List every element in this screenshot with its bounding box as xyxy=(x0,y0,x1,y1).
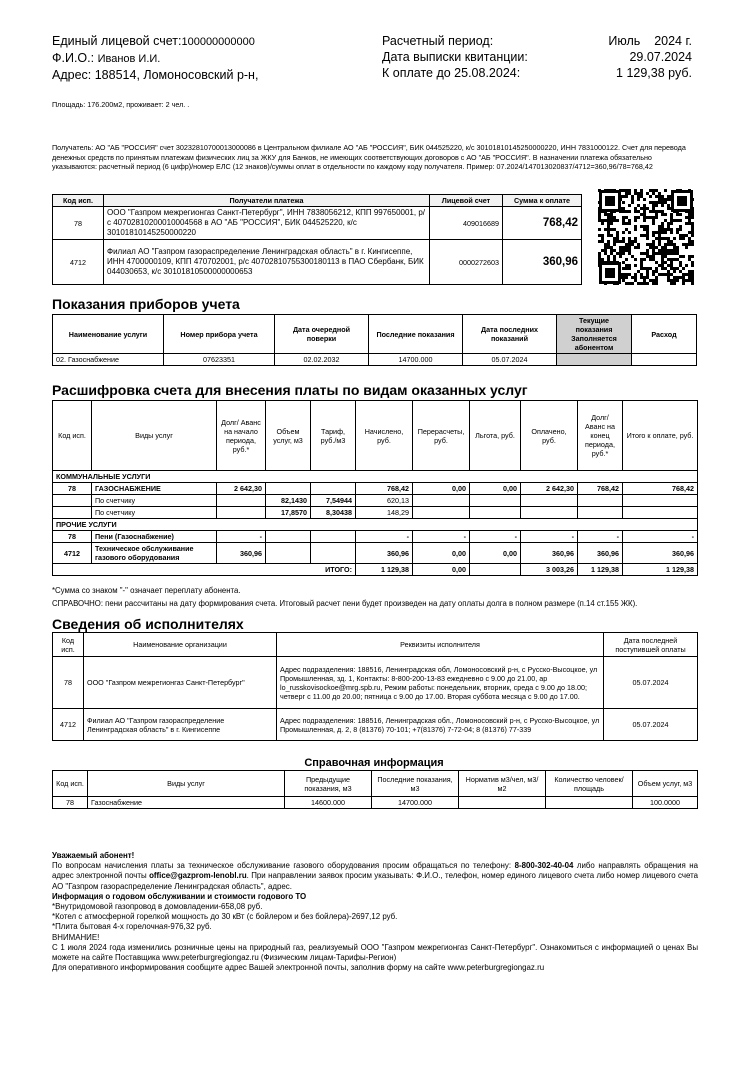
table-row xyxy=(53,483,698,495)
cell: 4712 xyxy=(53,709,84,741)
cell: 768,42 xyxy=(356,483,413,495)
qr-code-icon xyxy=(597,188,695,286)
cell xyxy=(266,531,311,543)
cell: Газоснабжение xyxy=(88,797,285,809)
th-prev: Предыдущие показания, м3 xyxy=(285,771,372,797)
account-value: 100000000000 xyxy=(181,36,255,48)
table-row xyxy=(53,240,582,285)
cell xyxy=(470,495,521,507)
meter-current-input[interactable] xyxy=(557,354,632,366)
cell: 8,30438 xyxy=(311,507,356,519)
cell: Техническое обслуживание газового оборудования xyxy=(92,543,217,564)
support-phone: 8-800-302-40-04 xyxy=(514,861,574,871)
issue-label: Дата выписки квитанции: xyxy=(382,50,528,64)
note-sign: *Сумма со знаком "-" означает переплату абонента. xyxy=(52,586,241,595)
cell xyxy=(217,495,266,507)
cell: 1 129,38 xyxy=(623,564,698,576)
cell xyxy=(521,507,578,519)
pay-value: 1 129,38 руб. xyxy=(616,66,692,80)
table-row xyxy=(53,657,698,709)
th-last-date: Дата последних показаний xyxy=(463,315,557,354)
cell xyxy=(546,797,633,809)
cell: 78 xyxy=(53,483,92,495)
breakdown-title: Расшифровка счета для внесения платы по видам оказанных услуг xyxy=(52,382,528,398)
cell: 360,96 xyxy=(521,543,578,564)
meters-title: Показания приборов учета xyxy=(52,296,240,312)
th-code: Код исп. xyxy=(53,771,88,797)
th-service: Виды услуг xyxy=(92,401,217,471)
th-code: Код исп. xyxy=(53,401,92,471)
recipient-text: Получатель: АО "АБ "РОССИЯ" счет 30232810700013000086 в Центральном филиале АО "АБ "РОССИЯ", БИК 044525220, к/с 30101810145250000220, ИНН 7831000122. Счет для перевода денежных средств по принятым платежам физических лиц за ЖКУ для Банков, не имеющих соответствующих договоров с АО "АБ "РОССИЯ". В назначении платежа обязательно указываются: расчетный период (6 цифр)/номер ЕЛС (12 знаков)/суммы оплат в отдельности по каждому коду получателя. Пример: 07.2024/147013020837/4712=360,96/78=768,42 xyxy=(52,143,686,172)
fio-label: Ф.И.О.: xyxy=(52,51,95,65)
th-paid: Оплачено, руб. xyxy=(521,401,578,471)
group-utilities: КОММУНАЛЬНЫЕ УСЛУГИ xyxy=(53,471,698,483)
cell xyxy=(623,507,698,519)
cell: 78 xyxy=(53,531,92,543)
payee-sum: 768,42 xyxy=(503,207,582,240)
th-service: Наименование услуги xyxy=(53,315,164,354)
cell: Адрес подразделения: 188516, Ленинградская обл, Ломоносовский р-н, с Русско-Высоцкое, ул Промышленная, зд. 1, Контакты: 8-800-200-13-83 ежедневно с 9.00 до 21.00, ар lo_russkovisockoe@mrg.spb.ru, Режим работы: понедельник, вторник, среда с 9.00 до 18.00; четверг с 11.00 до 20.00; пятница с 9.00 до 17.00. Вторая суббота месяца с 9.00 до 17.00. xyxy=(277,657,604,709)
header-left xyxy=(52,33,372,83)
cell: ООО "Газпром межрегионгаз Санкт-Петербург" xyxy=(84,657,277,709)
period-value: Июль 2024 г. xyxy=(608,34,692,48)
cell: 2 642,30 xyxy=(217,483,266,495)
meter-consumption xyxy=(632,354,697,366)
info-title: Информация о годовом обслуживании и стоимости годового ТО xyxy=(52,891,307,901)
cell: 360,96 xyxy=(623,543,698,564)
th-debt-end: Долг/ Аванс на конец периода, руб.* xyxy=(578,401,623,471)
payee-name: ООО "Газпром межрегионгаз Санкт-Петербург", ИНН 7838056212, КПП 997650001, р/с 40702810200010004568 в АО "АБ "РОССИЯ", БИК 044525220, к/с 30101810145250000220 xyxy=(104,207,430,240)
breakdown-table xyxy=(52,400,698,576)
th-volume: Объем услуг, м3 xyxy=(266,401,311,471)
executors-title: Сведения об исполнителях xyxy=(52,616,244,632)
th-current-reading: Текущие показания Заполняется абонентом xyxy=(557,315,632,354)
footer-notice xyxy=(52,851,698,973)
payee-account: 409016689 xyxy=(430,207,503,240)
cell: 2 642,30 xyxy=(521,483,578,495)
cell: 620,13 xyxy=(356,495,413,507)
cell: 0,00 xyxy=(470,543,521,564)
cell: 1 129,38 xyxy=(356,564,413,576)
payee-name: Филиал АО "Газпром газораспределение Ленинградская область" в г. Кингисеппе, ИНН 4700000109, КПП 470702001, р/с 40702810755300180113 в ПАО Сбербанк, БИК 044030653, к/с 30101810500000000653 xyxy=(104,240,430,285)
cell: ГАЗОСНАБЖЕНИЕ xyxy=(92,483,217,495)
th-consumption: Расход xyxy=(632,315,697,354)
payees-table xyxy=(52,194,582,285)
cell xyxy=(217,507,266,519)
cell: 4712 xyxy=(53,543,92,564)
info-line: *Котел с атмосферной горелкой мощность до 30 кВт (с бойлером и без бойлера)-2697,12 руб. xyxy=(52,912,398,922)
cell: - xyxy=(217,531,266,543)
cell: По счетчику xyxy=(92,495,217,507)
cell: 78 xyxy=(53,657,84,709)
note-peni: СПРАВОЧНО: пени рассчитаны на дату формирования счета. Итоговый расчет пени будет произведен на дату оплаты долга в полном размере (п.14 ст.155 ЖК). xyxy=(52,599,638,608)
meters-table xyxy=(52,314,697,366)
cell: - xyxy=(623,531,698,543)
table-row xyxy=(53,354,697,366)
cell: - xyxy=(470,531,521,543)
th-charged: Начислено, руб. xyxy=(356,401,413,471)
th-org: Наименование организации xyxy=(84,633,277,657)
cell: 0,00 xyxy=(470,483,521,495)
cell: Адрес подразделения: 188516, Ленинградская обл., Ломоносовский р-н, с Русско-Высоцкое, ул Промышленная, д. 2, 8 (81376) 70-101; +7(81376) 7-72-04; 8 (81376) 77-339 xyxy=(277,709,604,741)
cell: - xyxy=(521,531,578,543)
footer-p1 xyxy=(52,861,698,892)
cell: - xyxy=(413,531,470,543)
info-line: *Плита бытовая 4-х горелочная-976,32 руб. xyxy=(52,922,212,932)
th-last-reading: Последние показания xyxy=(369,315,463,354)
meter-verify-date: 02.02.2032 xyxy=(275,354,369,366)
th-total: Итого к оплате, руб. xyxy=(623,401,698,471)
email-notice: Для оперативного информирования сообщите адрес Вашей электронной почты, заполнив форму на сайте www.peterburgregiongaz.ru xyxy=(52,963,545,973)
cell xyxy=(470,507,521,519)
info-line: *Внутридомовой газопровод в домовладении-658,08 руб. xyxy=(52,902,263,912)
cell: 78 xyxy=(53,797,88,809)
cell xyxy=(470,564,521,576)
cell xyxy=(311,543,356,564)
cell: 148,29 xyxy=(356,507,413,519)
period-label: Расчетный период: xyxy=(382,34,494,48)
th-payee: Получатели платежа xyxy=(104,195,430,207)
cell: 14600.000 xyxy=(285,797,372,809)
cell: - xyxy=(356,531,413,543)
cell xyxy=(266,483,311,495)
payee-account: 0000272603 xyxy=(430,240,503,285)
table-row xyxy=(53,797,698,809)
cell: 05.07.2024 xyxy=(604,657,698,709)
cell: 0,00 xyxy=(413,543,470,564)
fio-line xyxy=(52,50,372,67)
address: Адрес: 188514, Ломоносовский р-н, xyxy=(52,68,259,82)
table-row xyxy=(53,709,698,741)
cell: 7,54944 xyxy=(311,495,356,507)
reference-title: Справочная информация xyxy=(304,757,444,769)
payee-code: 4712 xyxy=(53,240,104,285)
cell: ИТОГО: xyxy=(53,564,356,576)
cell xyxy=(413,507,470,519)
cell: 100.0000 xyxy=(633,797,698,809)
th-sum: Сумма к оплате xyxy=(503,195,582,207)
area-line: Площадь: 176.200м2, проживает: 2 чел. . xyxy=(52,100,190,109)
cell xyxy=(53,495,92,507)
meter-service: 02. Газоснабжение xyxy=(53,354,164,366)
th-account: Лицевой счет xyxy=(430,195,503,207)
cell: 0,00 xyxy=(413,564,470,576)
meter-last-reading: 14700.000 xyxy=(369,354,463,366)
attention: ВНИМАНИЕ! xyxy=(52,932,100,942)
fio-value: Иванов И.И. xyxy=(97,53,161,65)
th-last-pay: Дата последней поступившей оплаты xyxy=(604,633,698,657)
group-other: ПРОЧИЕ УСЛУГИ xyxy=(53,519,698,531)
header-right xyxy=(382,33,692,81)
th-code: Код исп. xyxy=(53,195,104,207)
payee-code: 78 xyxy=(53,207,104,240)
cell xyxy=(266,543,311,564)
cell: 1 129,38 xyxy=(578,564,623,576)
cell xyxy=(53,507,92,519)
cell xyxy=(578,507,623,519)
th-benefit: Льгота, руб. xyxy=(470,401,521,471)
cell xyxy=(413,495,470,507)
cell: По счетчику xyxy=(92,507,217,519)
cell xyxy=(623,495,698,507)
cell: 768,42 xyxy=(623,483,698,495)
cell: 82,1430 xyxy=(266,495,311,507)
reference-table xyxy=(52,770,698,809)
cell: 360,96 xyxy=(217,543,266,564)
cell xyxy=(311,531,356,543)
cell: 0,00 xyxy=(413,483,470,495)
cell: 3 003,26 xyxy=(521,564,578,576)
table-row xyxy=(53,543,698,564)
th-volume: Объем услуг, м3 xyxy=(633,771,698,797)
th-service: Виды услуг xyxy=(88,771,285,797)
table-row xyxy=(53,207,582,240)
th-recalc: Перерасчеты, руб. xyxy=(413,401,470,471)
pay-label: К оплате до 25.08.2024: xyxy=(382,66,521,80)
cell: 05.07.2024 xyxy=(604,709,698,741)
cell xyxy=(459,797,546,809)
support-email-link[interactable]: office@gazprom-lenobl.ru xyxy=(149,871,247,881)
th-people: Количество человек/ площадь xyxy=(546,771,633,797)
p1-text: По вопросам начисления платы за техническое обслуживание газового оборудования просим обращаться по телефону: xyxy=(52,861,515,871)
table-row xyxy=(53,531,698,543)
price-notice: С 1 июля 2024 года изменились розничные цены на природный газ, реализуемый ООО "Газпром межрегионгаз Санкт-Петербург". Ознакомиться с информацией о ценах Вы можете на сайте Поставщика www.peterburgregiongaz.ru (Физическим лицам-Тарифы-Регион) xyxy=(52,942,698,963)
th-verify-date: Дата очередной поверки xyxy=(275,315,369,354)
cell: 17,8570 xyxy=(266,507,311,519)
th-tariff: Тариф, руб./м3 xyxy=(311,401,356,471)
executors-table xyxy=(52,632,698,741)
cell: 14700.000 xyxy=(372,797,459,809)
footer-greeting: Уважаемый абонент! xyxy=(52,851,135,860)
cell: 360,96 xyxy=(356,543,413,564)
th-norm: Норматив м3/чел, м3/м2 xyxy=(459,771,546,797)
th-details: Реквизиты исполнителя xyxy=(277,633,604,657)
cell: Филиал АО "Газпром газораспределение Ленинградская область" в г. Кингисеппе xyxy=(84,709,277,741)
th-debt-start: Долг/ Аванс на начало периода, руб.* xyxy=(217,401,266,471)
account-line xyxy=(52,33,372,50)
meter-number: 07623351 xyxy=(164,354,275,366)
cell: 360,96 xyxy=(578,543,623,564)
table-row xyxy=(53,507,698,519)
cell: 768,42 xyxy=(578,483,623,495)
payee-sum: 360,96 xyxy=(503,240,582,285)
cell: - xyxy=(578,531,623,543)
total-row xyxy=(53,564,698,576)
cell: Пени (Газоснабжение) xyxy=(92,531,217,543)
account-label: Единый лицевой счет: xyxy=(52,34,182,48)
cell xyxy=(311,483,356,495)
th-code: Код исп. xyxy=(53,633,84,657)
th-last: Последние показания, м3 xyxy=(372,771,459,797)
p1-text: либо направлять обращения на адрес электронной почты xyxy=(52,861,699,881)
issue-value: 29.07.2024 xyxy=(629,50,692,64)
cell xyxy=(578,495,623,507)
p1-text: . При направлении заявок просим указывать: Ф.И.О., телефон, номер единого лицевого счета либо номер лицевого счета АО "Газпром газораспределение Ленинградская область", адрес. xyxy=(52,871,698,891)
table-row xyxy=(53,495,698,507)
meter-last-date: 05.07.2024 xyxy=(463,354,557,366)
cell xyxy=(521,495,578,507)
th-meter-no: Номер прибора учета xyxy=(164,315,275,354)
